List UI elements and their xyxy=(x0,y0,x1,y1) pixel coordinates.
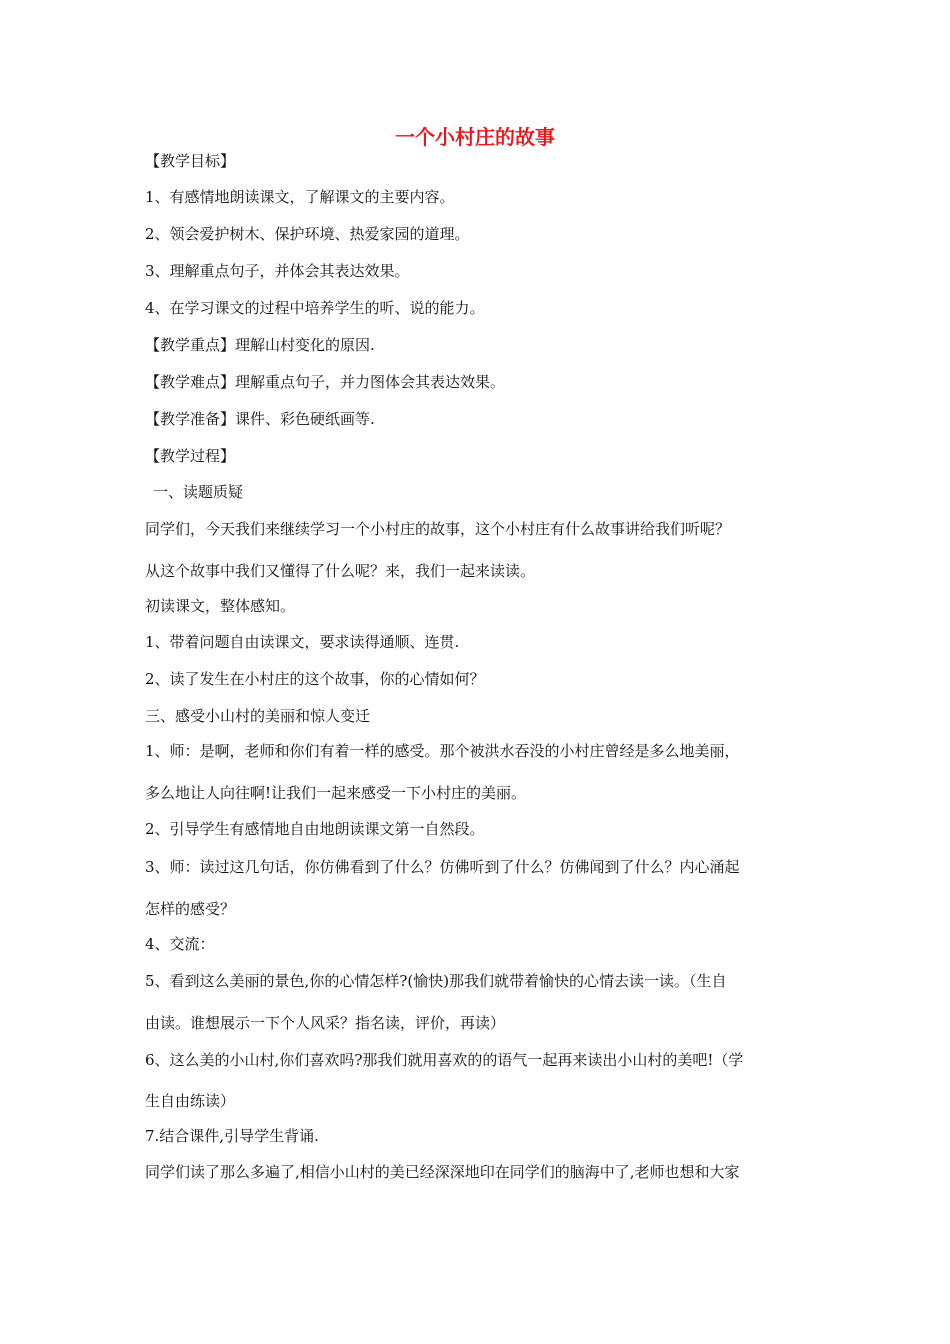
paragraph: 从这个故事中我们又懂得了什么呢？来，我们一起来读读。 xyxy=(145,562,536,580)
paragraph: 2、引导学生有感情地自由地朗读课文第一自然段。 xyxy=(145,820,485,838)
paragraph: 4、交流： xyxy=(145,935,215,953)
paragraph: 多么地让人向往啊!让我们一起来感受一下小村庄的美丽。 xyxy=(145,784,527,802)
paragraph: 4、在学习课文的过程中培养学生的听、说的能力。 xyxy=(145,299,485,317)
section-heading-key-points: 【教学重点】理解山村变化的原因. xyxy=(145,336,375,354)
paragraph: 1、有感情地朗读课文，了解课文的主要内容。 xyxy=(145,188,455,206)
paragraph: 6、这么美的小山村,你们喜欢吗?那我们就用喜欢的的语气一起再来读出小山村的美吧!（学 xyxy=(145,1051,744,1069)
paragraph: 同学们，今天我们来继续学习一个小村庄的故事，这个小村庄有什么故事讲给我们听呢？ xyxy=(145,520,731,538)
paragraph: 2、读了发生在小村庄的这个故事，你的心情如何？ xyxy=(145,670,485,688)
paragraph: 由读。谁想展示一下个人风采？指名读，评价，再读） xyxy=(145,1014,506,1032)
section-heading-process: 【教学过程】 xyxy=(145,447,236,465)
subheading: 三、感受小山村的美丽和惊人变迁 xyxy=(145,707,371,725)
section-heading-difficulties: 【教学难点】理解重点句子，并力图体会其表达效果。 xyxy=(145,373,506,391)
paragraph: 2、领会爱护树木、保护环境、热爱家园的道理。 xyxy=(145,225,470,243)
paragraph: 1、师：是啊，老师和你们有着一样的感受。那个被洪水吞没的小村庄曾经是多么地美丽， xyxy=(145,742,740,760)
paragraph: 7.结合课件,引导学生背诵. xyxy=(145,1127,319,1145)
paragraph: 初读课文，整体感知。 xyxy=(145,597,296,615)
paragraph: 生自由练读） xyxy=(145,1092,236,1110)
section-heading-objectives: 【教学目标】 xyxy=(145,152,236,170)
paragraph: 1、带着问题自由读课文，要求读得通顺、连贯. xyxy=(145,633,460,651)
paragraph: 同学们读了那么多遍了,相信小山村的美已经深深地印在同学们的脑海中了,老师也想和大家 xyxy=(145,1163,740,1181)
subheading: 一、读题质疑 xyxy=(153,483,244,501)
paragraph: 怎样的感受？ xyxy=(145,900,236,918)
paragraph: 3、师：读过这几句话，你仿佛看到了什么？仿佛听到了什么？仿佛闻到了什么？内心涌起 xyxy=(145,858,740,876)
section-heading-preparation: 【教学准备】课件、彩色硬纸画等. xyxy=(145,410,375,428)
document-title: 一个小村庄的故事 xyxy=(395,125,555,149)
paragraph: 5、看到这么美丽的景色,你的心情怎样?(愉快)那我们就带着愉快的心情去读一读。（生自 xyxy=(145,972,727,990)
paragraph: 3、理解重点句子，并体会其表达效果。 xyxy=(145,262,410,280)
